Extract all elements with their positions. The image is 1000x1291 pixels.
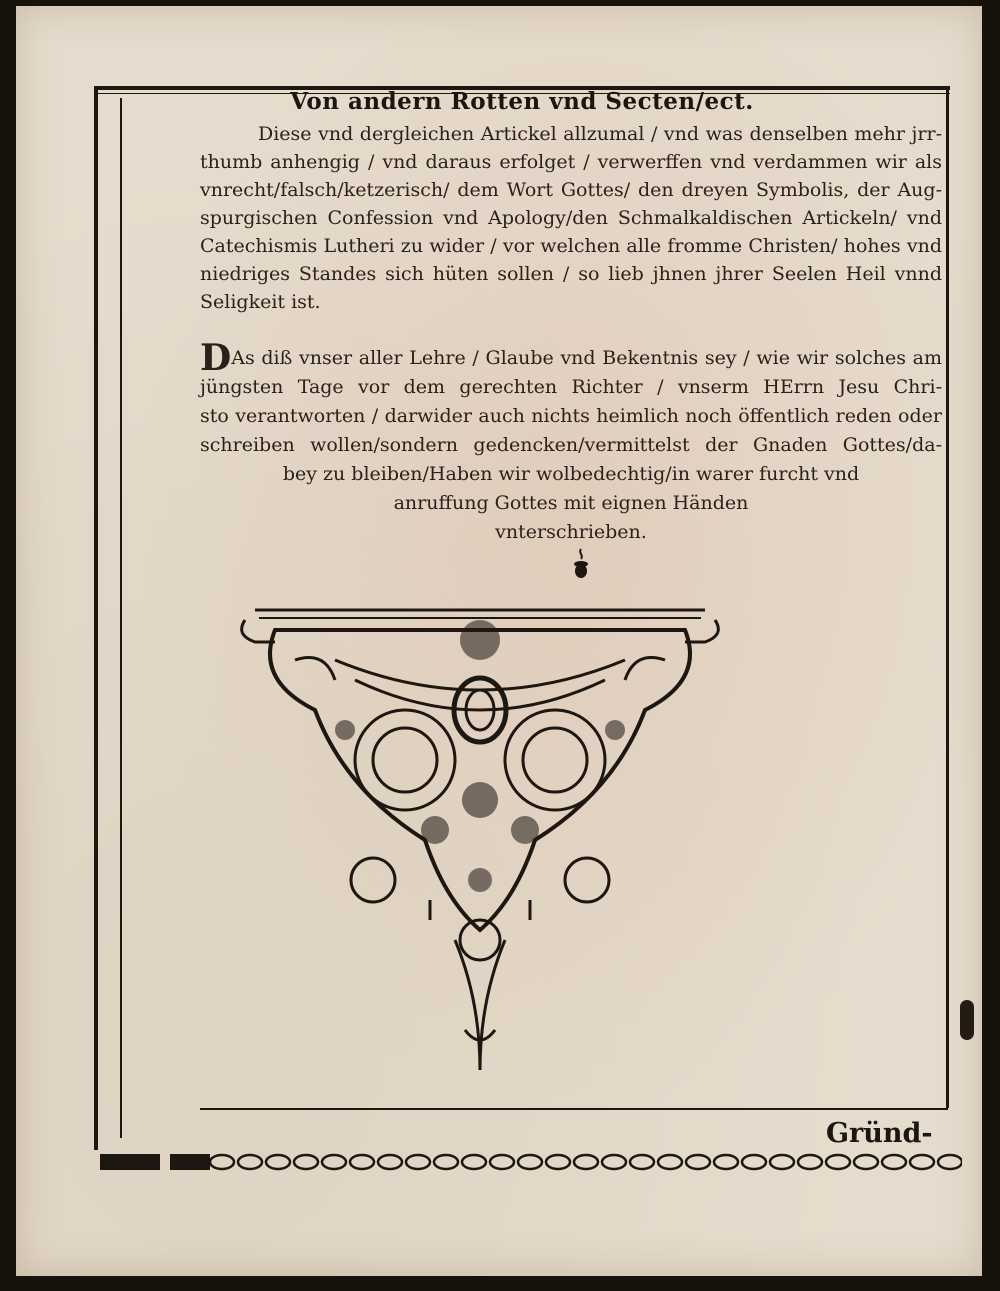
paragraph-2-centered-line: bey zu bleiben/Haben wir wolbedechtig/in warer furcht vnd — [282, 463, 860, 485]
bottom-rule — [200, 1108, 948, 1110]
right-rule — [946, 90, 949, 1108]
chain-link — [714, 1155, 738, 1169]
paragraph-1-line: vnrecht/falsch/ketzerisch/ dem Wort Gottes/ den dreyen Symbolis, der Aug- — [200, 179, 942, 201]
chain-link — [210, 1155, 234, 1169]
chain-link — [938, 1155, 962, 1169]
chain-link — [602, 1155, 626, 1169]
paragraph-1-line: spurgischen Confession vnd Apology/den Schmalkaldischen Artickeln/ vnd — [200, 207, 942, 229]
paragraph-1-line: Seligkeit ist. — [200, 291, 321, 313]
paragraph-1 — [200, 120, 942, 316]
woodcut-tailpiece-ornament — [235, 600, 725, 1080]
page-header: Von andern Rotten vnd Secten/ect. — [290, 88, 754, 115]
paragraph-1-line: Diese vnd dergleichen Artickel allzumal / vnd was denselben mehr jrr- — [258, 123, 942, 145]
chain-link — [350, 1155, 374, 1169]
acorn-fleuron-icon — [572, 547, 590, 581]
chain-link — [882, 1155, 906, 1169]
chain-link — [910, 1155, 934, 1169]
chain-link — [630, 1155, 654, 1169]
paragraph-2-line: sto verantworten / darwider auch nichts heimlich noch öffentlich reden oder — [200, 405, 942, 427]
chain-border-ornament — [100, 1150, 962, 1174]
paragraph-2-first-line — [200, 337, 942, 379]
chain-link — [798, 1155, 822, 1169]
paragraph-2-centered-line: vnterschrieben. — [495, 521, 647, 543]
chain-link — [826, 1155, 850, 1169]
chain-link — [770, 1155, 794, 1169]
chain-link — [294, 1155, 318, 1169]
chain-link — [658, 1155, 682, 1169]
chain-link — [322, 1155, 346, 1169]
paragraph-2-centered-line: anruffung Gottes mit eignen Händen — [393, 492, 749, 514]
chain-link — [854, 1155, 878, 1169]
chain-link — [574, 1155, 598, 1169]
left-rule-outer — [94, 88, 98, 1150]
chain-link — [490, 1155, 514, 1169]
paragraph-2-first-line-text: As diß vnser aller Lehre / Glaube vnd Bekentnis sey / wie wir solches am — [231, 347, 942, 369]
chain-link — [462, 1155, 486, 1169]
chain-link — [686, 1155, 710, 1169]
left-rule-inner — [120, 98, 122, 1138]
chain-link — [546, 1155, 570, 1169]
chain-link — [518, 1155, 542, 1169]
chain-link — [406, 1155, 430, 1169]
paragraph-1-line: thumb anhengig / vnd daraus erfolget / verwerffen vnd verdammen wir als — [200, 151, 942, 173]
chain-link — [434, 1155, 458, 1169]
drop-cap: D — [200, 337, 232, 379]
paragraph-1-line: Catechismis Lutheri zu wider / vor welchen alle fromme Christen/ hohes vnd — [200, 235, 942, 257]
paragraph-2 — [200, 337, 942, 547]
chain-link — [266, 1155, 290, 1169]
chain-link — [378, 1155, 402, 1169]
chain-link — [238, 1155, 262, 1169]
chain-link — [742, 1155, 766, 1169]
paragraph-2-line: jüngsten Tage vor dem gerechten Richter / vnserm HErrn Jesu Chri- — [200, 376, 942, 398]
paragraph-2-line: schreiben wollen/sondern gedencken/vermittelst der Gnaden Gottes/da- — [200, 434, 942, 456]
paragraph-1-line: niedriges Standes sich hüten sollen / so lieb jhnen jhrer Seelen Heil vnnd — [200, 263, 942, 285]
catchword: Gründ- — [826, 1118, 933, 1149]
page-tab-marker — [960, 1000, 974, 1040]
